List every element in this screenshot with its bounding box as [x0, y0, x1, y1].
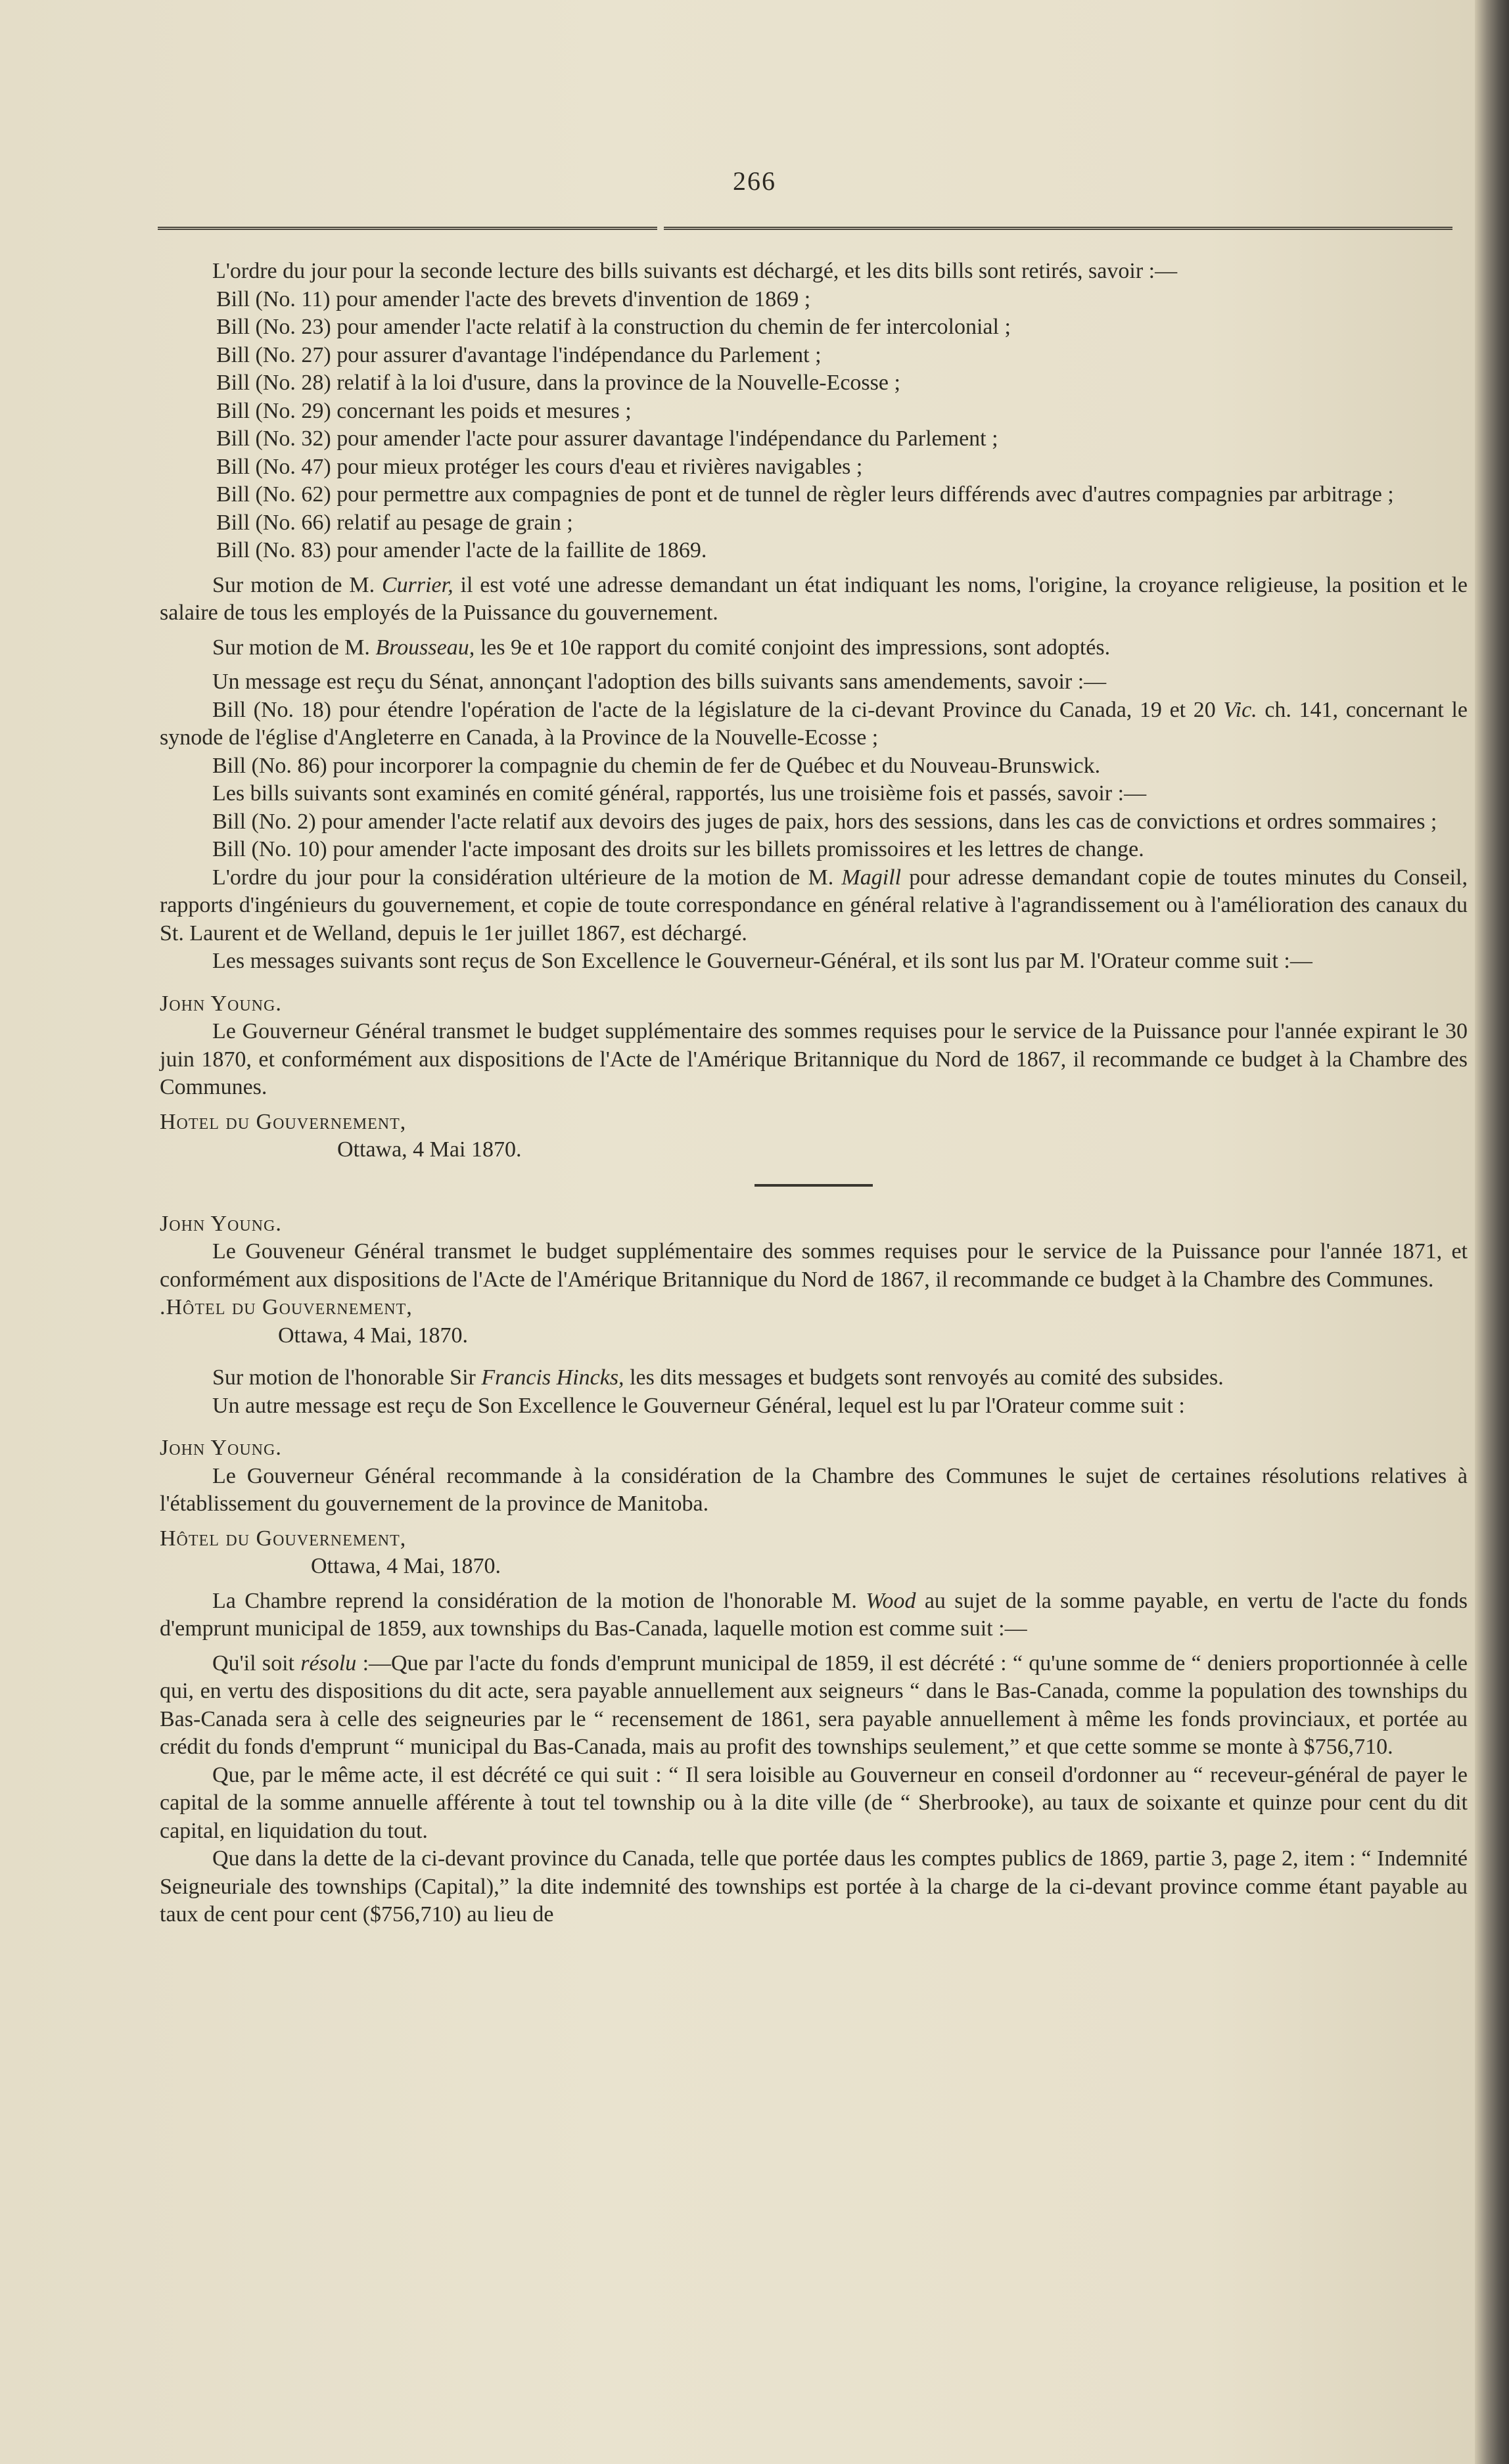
bill-item: Bill (No. 29) concernant les poids et mesures ; — [216, 398, 632, 423]
section-divider — [754, 1184, 873, 1187]
bill-item: Bill (No. 27) pour assurer d'avantage l'indépendance du Parlement ; — [216, 342, 822, 367]
paragraph-wood: La Chambre reprend la considération de la motion de l'honorable M. Wood au sujet de la somme payable, en vertu de l'acte du fonds d'emprunt municipal de 1859, aux townships du Bas-Canada, laquelle motion est comme suit :— — [160, 1588, 1468, 1641]
signature-date: Ottawa, 4 Mai 1870. — [337, 1137, 522, 1162]
bill-item: Bill (No. 10) pour amender l'acte imposant des droits sur les billets promissoires et les lettres de change. — [212, 837, 1144, 861]
header-rule-right — [664, 227, 1452, 232]
paragraph-renvoi: Sur motion de l'honorable Sir Francis Hincks, les dits messages et budgets sont renvoyés au comité des subsides. — [212, 1365, 1224, 1390]
paragraph-motion: Sur motion de M. Currier, il est voté une adresse demandant un état indiquant les noms, l'origine, la croyance religieuse, la position et le salaire de tous les employés de la Puissance du gouvernement. — [160, 572, 1468, 625]
bill-item: Bill (No. 83) pour amender l'acte de la faillite de 1869. — [216, 538, 707, 562]
bill-item: Bill (No. 86) pour incorporer la compagnie du chemin de fer de Québec et du Nouveau-Brunswick. — [212, 753, 1101, 778]
paragraph-senat: Un message est reçu du Sénat, annonçant l'adoption des bills suivants sans amendements, savoir :— — [212, 670, 1107, 694]
signature-place: Hôtel du Gouvernement, — [160, 1526, 407, 1551]
paragraph-comite: Les bills suivants sont examinés en comité général, rapportés, lus une troisième fois et passés, savoir :— — [212, 781, 1147, 806]
bill-item: Bill (No. 18) pour étendre l'opération de l'acte de la législature de la ci-devant Province du Canada, 19 et 20 Vic. ch. 141, concernant le synode de l'église d'Angleterre en Canada, à la Province de la Nouvelle-Ecosse ; — [160, 697, 1468, 750]
bill-item: Bill (No. 32) pour amender l'acte pour assurer davantage l'indépendance du Parlement ; — [216, 426, 998, 451]
bill-item: Bill (No. 2) pour amender l'acte relatif aux devoirs des juges de paix, hors des sessions, dans les cas de convictions et ordres sommaires ; — [212, 809, 1437, 834]
message-text: Le Gouverneur Général transmet le budget supplémentaire des sommes requises pour le service de la Puissance pour l'année expirant le 30 juin 1870, et conformément aux dispositions de l'Acte de l'Amérique Britannique du Nord de 1867, il recommande ce budget à la Chambre des Communes. — [160, 1019, 1468, 1099]
paragraph-magill: L'ordre du jour pour la considération ultérieure de la motion de M. Magill pour adresse demandant copie de toutes minutes du Conseil, rapports d'ingénieurs du gouvernement, et copie de toute correspondance en général relative à l'agrandissement ou à l'amélioration des canaux du St. Laurent et de Welland, depuis le 1er juillet 1867, est déchargé. — [160, 865, 1468, 946]
bill-item: Bill (No. 47) pour mieux protéger les cours d'eau et rivières navigables ; — [216, 454, 863, 479]
bill-item: Bill (No. 62) pour permettre aux compagnies de pont et de tunnel de règler leurs différends avec d'autres compagnies par arbitrage ; — [216, 482, 1394, 507]
message-text: Le Gouverneur Général recommande à la considération de la Chambre des Communes le sujet de certaines résolutions relatives à l'établissement du gouvernement de la province de Manitoba. — [160, 1463, 1468, 1516]
page-body — [160, 258, 1468, 1929]
paragraph-meme-acte: Que, par le même acte, il est décrété ce qui suit : “ Il sera loisible au Gouverneur en conseil d'ordonner au “ receveur-général de payer le capital de la somme annuelle afférente à tout tel township ou à la dite ville (de “ Sherbrooke), au taux de soixante et quinze pour cent du dit capital, en liquidation du tout. — [160, 1762, 1468, 1843]
signature-name: John Young. — [160, 991, 282, 1016]
bill-item: Bill (No. 11) pour amender l'acte des brevets d'invention de 1869 ; — [216, 286, 811, 311]
paragraph-resolu: Qu'il soit résolu :—Que par l'acte du fonds d'emprunt municipal de 1859, il est décrété : “ qu'une somme de “ deniers proportionnée à celle qui, en vertu des dispositions du dit acte, sera payable annuellement aux seigneurs “ dans le Bas-Canada, comme la population des townships du Bas-Canada sera à celle des seigneuries par le “ recensement de 1861, sera payable annuellement à même les fonds provinciaux, et portée au crédit du fonds d'emprunt “ municipal du Bas-Canada, mais au profit des townships seulement,” et que cette somme se monte à $756,710. — [160, 1651, 1468, 1759]
signature-date: Ottawa, 4 Mai, 1870. — [311, 1554, 501, 1578]
bill-item: Bill (No. 66) relatif au pesage de grain ; — [216, 510, 573, 535]
message-text: Le Gouveneur Général transmet le budget supplémentaire des sommes requises pour le service de la Puissance pour l'année 1871, et conformément aux dispositions de l'Acte de l'Amérique Britannique du Nord de 1867, il recommande ce budget à la Chambre des Communes. — [160, 1239, 1468, 1292]
signature-name: John Young. — [160, 1436, 282, 1460]
signature-name: John Young. — [160, 1211, 282, 1236]
paragraph-autre-message: Un autre message est reçu de Son Excellence le Gouverneur Général, lequel est lu par l'Orateur comme suit : — [212, 1393, 1185, 1418]
bill-item: Bill (No. 23) pour amender l'acte relatif à la construction du chemin de fer intercolonial ; — [216, 315, 1011, 339]
signature-place: Hotel du Gouvernement, — [160, 1109, 407, 1134]
page-number: 266 — [733, 166, 776, 196]
signature-place: .Hôtel du Gouvernement, — [160, 1295, 413, 1319]
paragraph-dette: Que dans la dette de la ci-devant province du Canada, telle que portée daus les comptes publics de 1869, partie 3, page 2, item : “ Indemnité Seigneuriale des townships (Capital),” la dite indemnité des townships est portée à la charge de la ci-devant province comme étant payable au taux de cent pour cent ($756,710) au lieu de — [160, 1846, 1468, 1927]
bill-item: Bill (No. 28) relatif à la loi d'usure, dans la province de la Nouvelle-Ecosse ; — [216, 371, 900, 395]
paragraph-motion: Sur motion de M. Brousseau, les 9e et 10e rapport du comité conjoint des impressions, sont adoptés. — [212, 635, 1111, 660]
paragraph-ordre-du-jour: L'ordre du jour pour la seconde lecture des bills suivants est déchargé, et les dits bills sont retirés, savoir :— — [212, 259, 1178, 283]
header-rule-left — [158, 227, 657, 232]
signature-date: Ottawa, 4 Mai, 1870. — [278, 1323, 468, 1348]
page-edge-shadow — [1475, 0, 1509, 2464]
paragraph-messages: Les messages suivants sont reçus de Son Excellence le Gouverneur-Général, et ils sont lus par M. l'Orateur comme suit :— — [212, 949, 1312, 973]
